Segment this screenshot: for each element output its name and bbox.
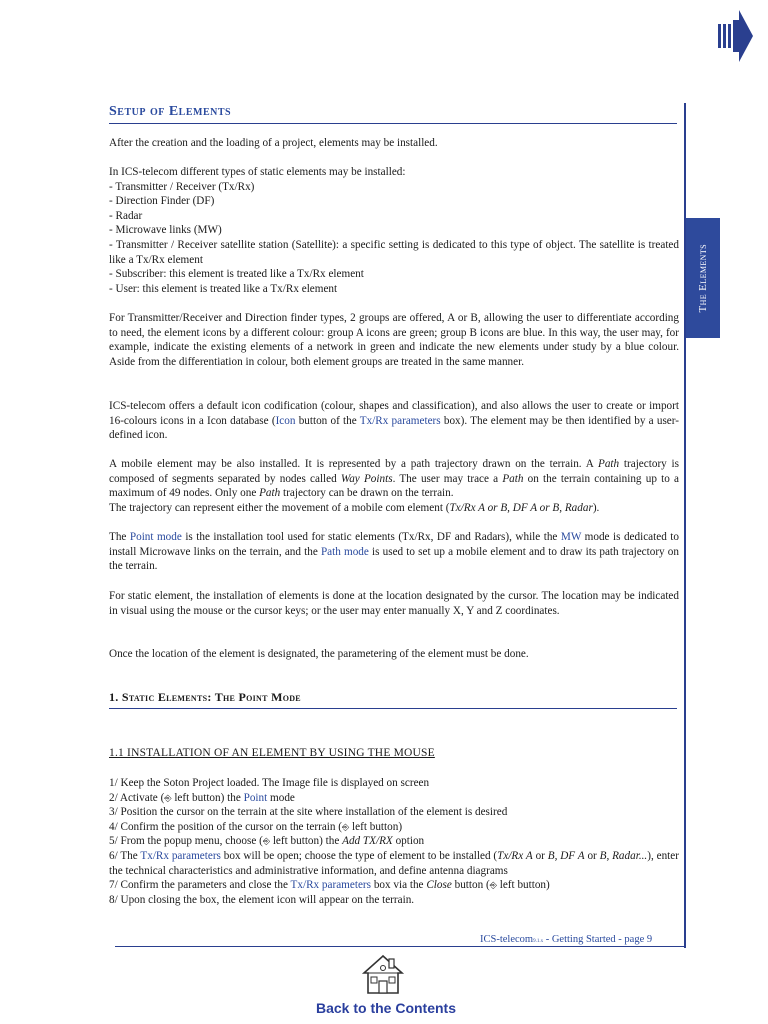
- text-run: 4/ Confirm the position of the cursor on the terrain (: [109, 820, 343, 833]
- intro-paragraph: [109, 136, 679, 151]
- paragraph-3: For Transmitter/Receiver and Direction finder types, 2 groups are offered, A or B, allowing the user to differentiate according to need, the element icons by a different colour: group A icons are green; group B icons are blue. In this way, the user may, for example, indicate the existing elements of a network in green and indicate the new elements under study by a blue colour. Aside from the differentiation in colour, both element groups are treated in the same manner.: [109, 312, 679, 368]
- paragraph-7: For static element, the installation of elements is done at the location designated by the cursor. The location may be indicated in visual using the mouse or the cursor keys; or the user may enter manually X, Y and Z coordinates.: [109, 590, 679, 617]
- page-footer: [480, 934, 652, 945]
- mw-mode-link[interactable]: MW: [560, 531, 582, 543]
- text-run: button (: [451, 879, 490, 892]
- text-run: 5/ From the popup menu, choose (: [109, 835, 263, 848]
- step-4: [109, 820, 679, 835]
- text-run: left button) the: [171, 791, 244, 804]
- mobile-paragraph: [109, 457, 679, 515]
- text-run: ICS-telecom offers a default icon codification (colour, shapes and classification), and also allows the user to create or import 16-colours icons in a Icon database (: [109, 400, 679, 427]
- step-7: [109, 878, 679, 893]
- text-run: Close: [426, 879, 452, 892]
- paragraph-1: After the creation and the loading of a project, elements may be installed.: [109, 137, 438, 149]
- text-run: Way Points: [340, 472, 393, 485]
- paragraph-8: Once the location of the element is designated, the parametering of the element must be done.: [109, 648, 529, 660]
- home-icon[interactable]: [361, 953, 405, 997]
- list-item: - Subscriber: this element is treated like a Tx/Rx element: [109, 268, 364, 281]
- icon-paragraph: [109, 399, 679, 443]
- step-1: 1/ Keep the Soton Project loaded. The Image file is displayed on screen: [109, 777, 430, 789]
- footer-rule: [115, 946, 685, 947]
- list-item: - Transmitter / Receiver satellite station (Satellite): a specific setting is dedicated to this type of object. The satellite is treated like a Tx/Rx element: [109, 238, 679, 266]
- text-run: Tx/Rx A or B, DF A or B, Radar: [449, 501, 593, 514]
- text-run: trajectory is composed of segments separated by nodes called: [109, 458, 679, 485]
- icon-button-link[interactable]: Icon: [275, 414, 296, 427]
- text-run: . The user may trace a: [392, 472, 503, 485]
- text-run: Path: [597, 458, 620, 470]
- text-run: is used to set up a mobile element and to draw its path trajectory on the terrain.: [109, 545, 679, 573]
- text-run: Tx/Rx A: [497, 849, 533, 862]
- text-run: 7/ Confirm the parameters and close the: [109, 879, 291, 892]
- list-item: - User: this element is treated like a Tx/Rx element: [109, 282, 338, 295]
- text-run: The: [109, 531, 130, 543]
- element-types-block: [109, 165, 679, 296]
- element-types-intro: In ICS-telecom different types of static elements may be installed:: [109, 166, 406, 178]
- footer-version: 9.1.x: [533, 939, 544, 944]
- text-run: or: [584, 849, 600, 862]
- mouse-click-icon: ⎆: [262, 836, 271, 847]
- section-title: Setup of Elements: [109, 104, 677, 124]
- list-item: - Transmitter / Receiver (Tx/Rx): [109, 180, 255, 193]
- text-run: Path: [259, 487, 281, 500]
- text-run: ), enter the technical characteristics and administrative information, and define antenna diagrams: [109, 849, 679, 877]
- mouse-click-icon: ⎆: [164, 792, 172, 803]
- mouse-click-icon: ⎆: [489, 880, 497, 891]
- text-run: A mobile element may be also installed. It is represented by a path trajectory drawn on the terrain. A: [109, 458, 598, 470]
- txrx-parameters-link[interactable]: Tx/Rx parameters: [359, 414, 441, 427]
- text-run: left button): [349, 820, 403, 833]
- back-to-contents-link[interactable]: Back to the Contents: [315, 1000, 456, 1016]
- mouse-click-icon: ⎆: [342, 821, 350, 832]
- list-item: - Direction Finder (DF): [109, 195, 215, 208]
- location-paragraph: [109, 589, 679, 618]
- text-run: trajectory can be drawn on the terrain.: [280, 487, 454, 500]
- heading-static-elements: 1. Static Elements: The Point Mode: [109, 690, 677, 709]
- side-tab-label: The Elements: [697, 243, 709, 313]
- text-run: Path: [502, 472, 524, 485]
- text-run: B, DF A: [547, 849, 585, 862]
- heading-installation-mouse: 1.1 INSTALLATION OF AN ELEMENT BY USING THE MOUSE: [109, 747, 435, 759]
- text-run: 2/ Activate (: [109, 791, 165, 804]
- next-page-arrow-icon[interactable]: [717, 10, 753, 62]
- text-run: box will be open; choose the type of element to be installed (: [220, 849, 498, 862]
- text-run: box via the: [371, 879, 427, 892]
- list-item: - Radar: [109, 209, 143, 222]
- text-run: ).: [592, 501, 600, 514]
- text-run: is the installation tool used for static elements (Tx/Rx, DF and Radars), while the: [181, 531, 561, 543]
- footer-page: - Getting Started - page 9: [543, 934, 653, 945]
- text-run: mode is dedicated to install Microwave links on the terrain, and the: [109, 531, 679, 558]
- text-run: The trajectory can represent either the movement of a mobile com element (: [109, 501, 450, 514]
- step-5: [109, 834, 679, 849]
- step-3: 3/ Position the cursor on the terrain at the site where installation of the element is desired: [109, 806, 508, 819]
- text-run: box). The element may be then identified by a user-defined icon.: [109, 414, 679, 442]
- point-link[interactable]: Point: [243, 791, 268, 804]
- modes-paragraph: [109, 530, 679, 574]
- steps-list: [109, 776, 679, 907]
- chapter-side-tab[interactable]: [686, 218, 720, 338]
- list-item: - Microwave links (MW): [109, 224, 222, 237]
- text-run: left button) the: [270, 835, 343, 848]
- step-2: [109, 791, 679, 806]
- parametering-paragraph: [109, 647, 679, 662]
- text-run: option: [392, 835, 425, 848]
- step-6: [109, 849, 679, 878]
- txrx-parameters-link[interactable]: Tx/Rx parameters: [140, 849, 221, 862]
- text-run: or: [532, 849, 548, 862]
- groups-paragraph: [109, 311, 679, 369]
- footer-product: ICS-telecom: [480, 934, 534, 945]
- text-run: B, Radar...: [599, 849, 648, 862]
- text-run: left button): [496, 879, 550, 892]
- txrx-parameters-link[interactable]: Tx/Rx parameters: [290, 879, 372, 892]
- text-run: Add TX/RX: [342, 835, 393, 848]
- text-run: on the terrain containing up to a maximum of 49 nodes. Only one: [109, 472, 679, 500]
- step-8: 8/ Upon closing the box, the element icon will appear on the terrain.: [109, 893, 415, 906]
- text-run: mode: [267, 791, 295, 804]
- text-run: button of the: [295, 414, 360, 427]
- text-run: 6/ The: [109, 849, 141, 862]
- path-mode-link[interactable]: Path mode: [320, 545, 369, 558]
- point-mode-link[interactable]: Point mode: [129, 531, 182, 543]
